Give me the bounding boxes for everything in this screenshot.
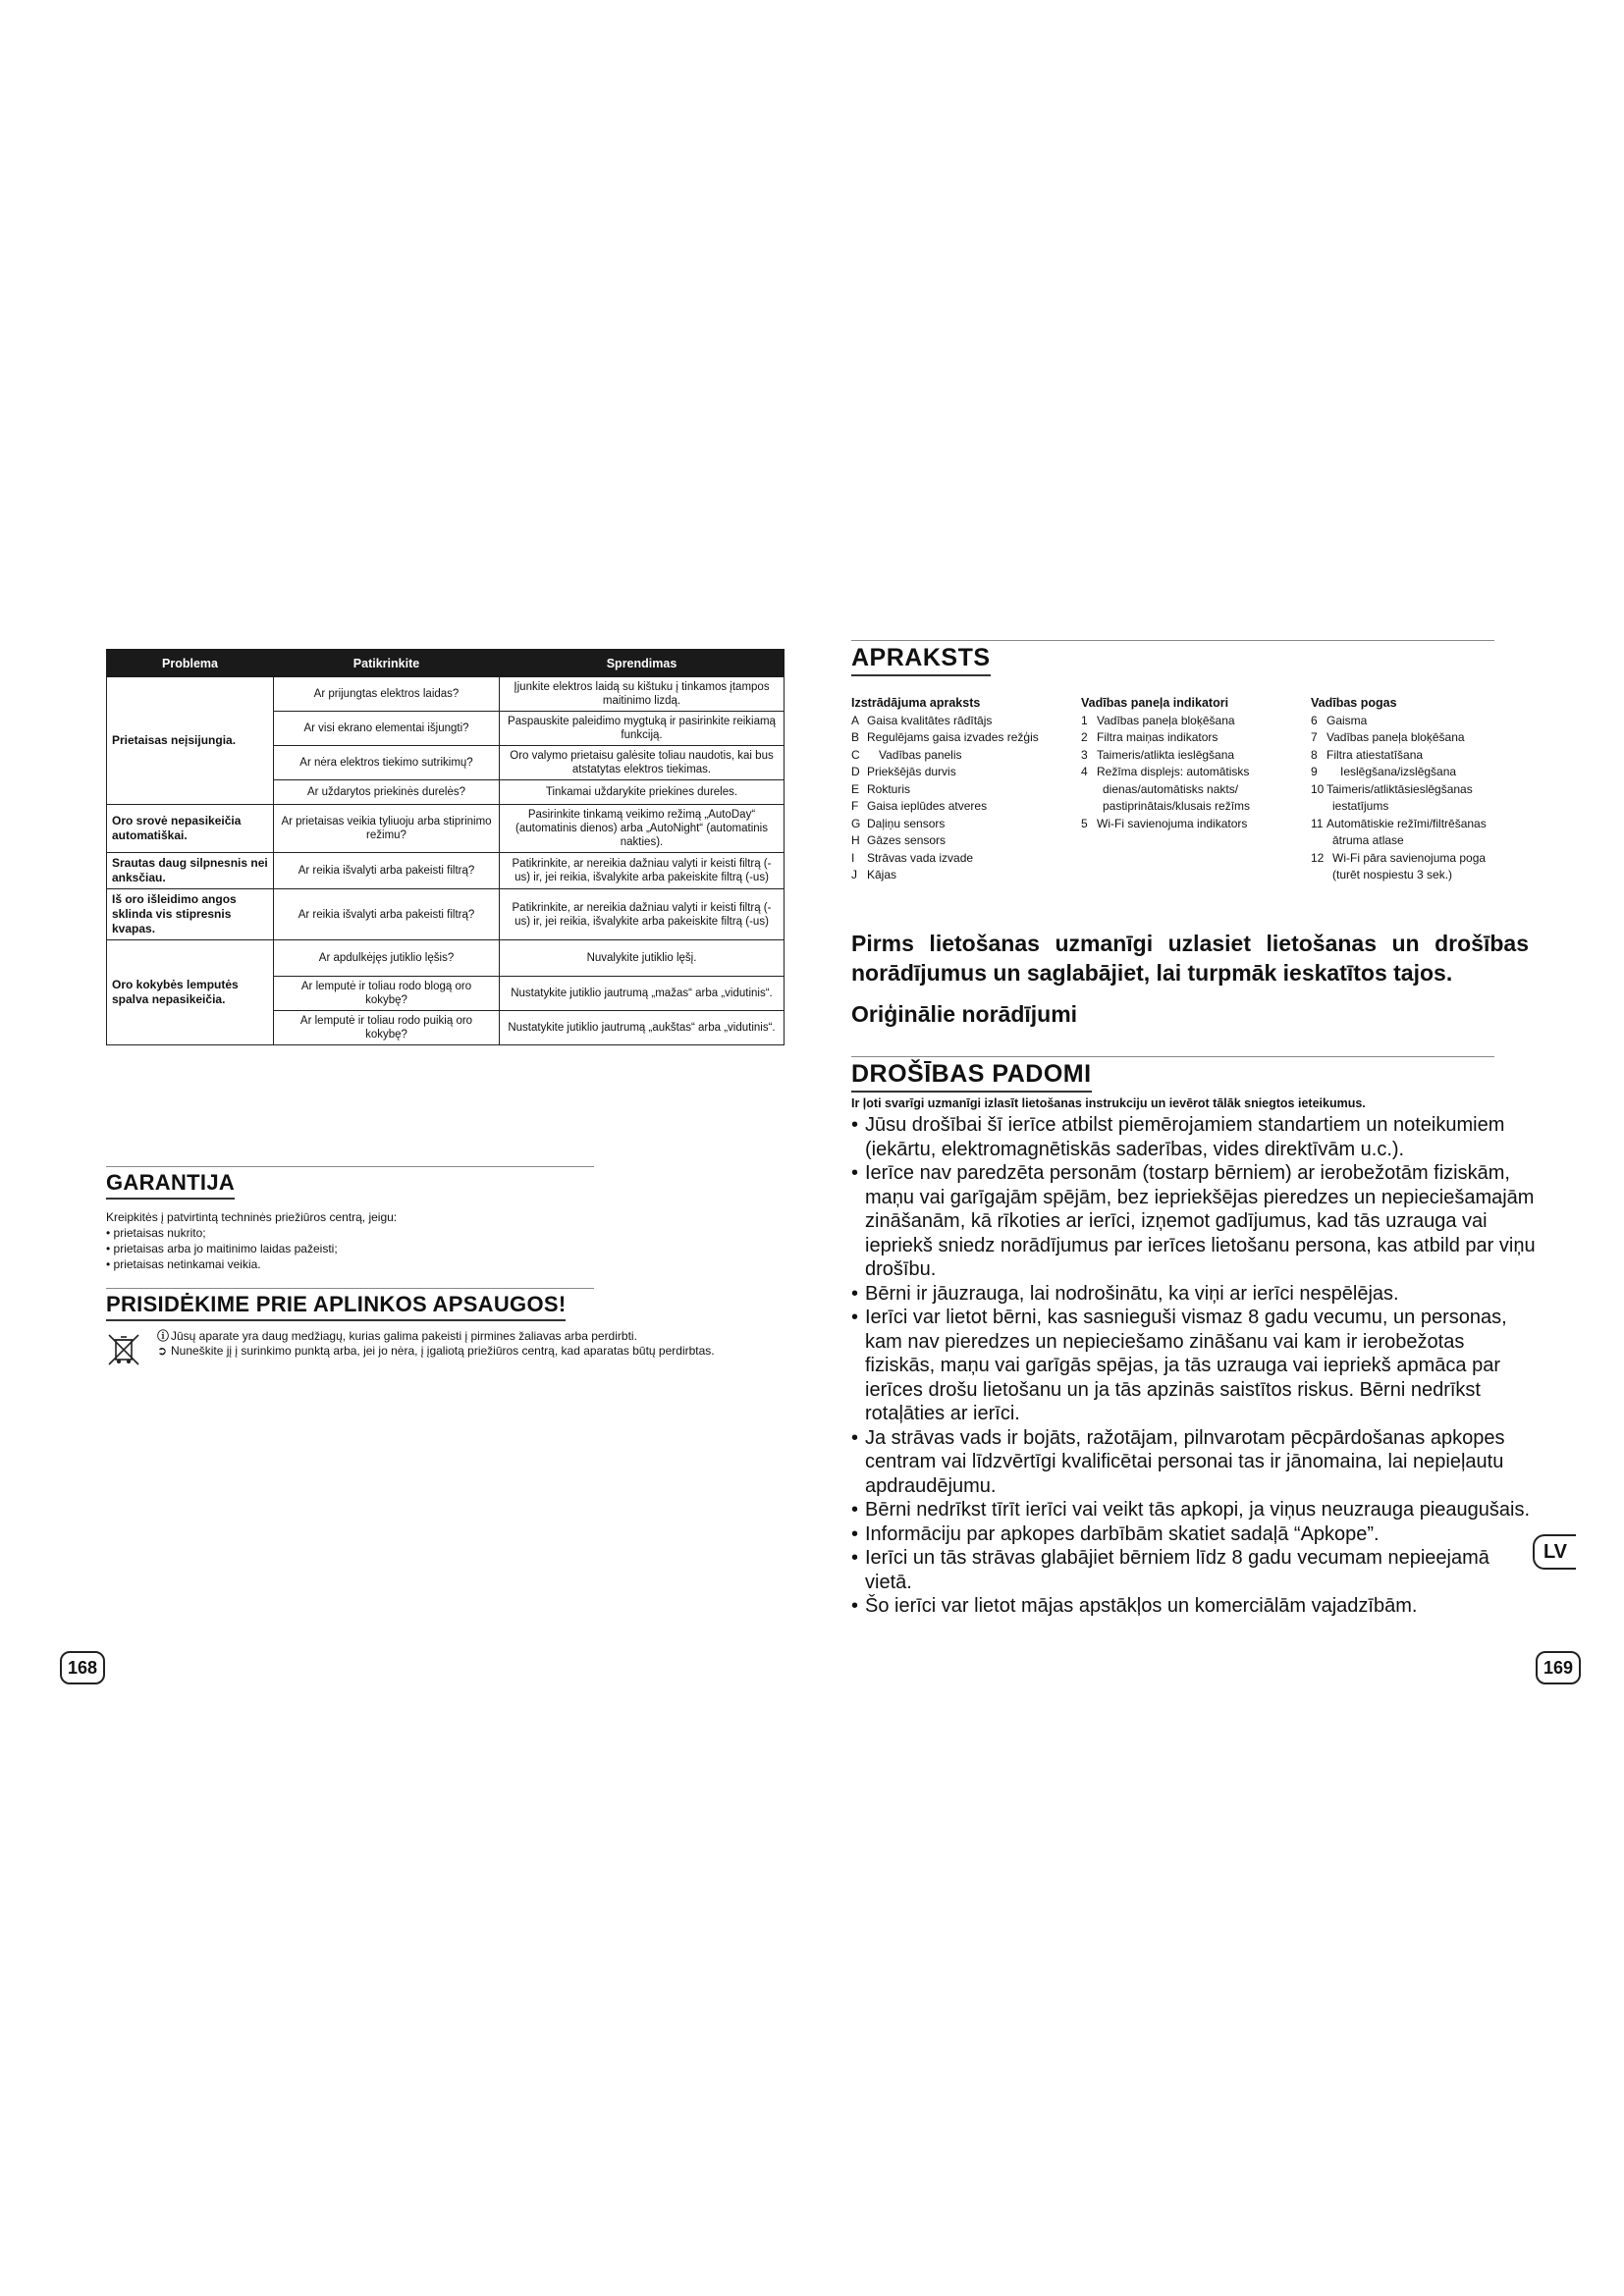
- safety-title: DROŠĪBAS PADOMI: [851, 1060, 1092, 1093]
- list-item: • prietaisas netinkamai veikia.: [106, 1256, 397, 1272]
- safety-lead: Ir ļoti svarīgi uzmanīgi izlasīt lietošanas instrukciju un ievērot tālāk sniegtos ieteikumus.: [851, 1096, 1366, 1110]
- check-cell: Ar prijungtas elektros laidas?: [274, 677, 500, 712]
- description-title: APRAKSTS: [851, 644, 991, 676]
- list-item: 5 Wi-Fi savienojuma indikators: [1081, 816, 1248, 830]
- problem-cell: Oro srovė nepasikeičia automatiškai.: [107, 805, 274, 853]
- list-item: 9 Ieslēgšana/izslēgšana: [1311, 765, 1457, 778]
- list-item: J Kājas: [851, 868, 897, 881]
- crossed-bin-icon: [106, 1332, 141, 1367]
- section-divider: [106, 1288, 594, 1289]
- column-heading: Vadības paneļa indikatori: [1081, 696, 1229, 710]
- list-item: 4 Režīma displejs: automātisks: [1081, 765, 1250, 778]
- list-item: F Gaisa ieplūdes atveres: [851, 799, 988, 813]
- list-item: • Bērni nedrīkst tīrīt ierīci vai veikt tās apkopi, ja viņus neuzrauga pieaugušais.: [851, 1498, 1539, 1522]
- safety-list: [851, 1113, 1539, 1619]
- list-item-continuation: iestatījums: [1332, 799, 1389, 813]
- environment-title: PRISIDĖKIME PRIE APLINKOS APSAUGOS!: [106, 1292, 566, 1321]
- list-item: 1 Vadības paneļa bloķēšana: [1081, 713, 1235, 727]
- warranty-body: [106, 1209, 397, 1272]
- list-item: 8 Filtra atiestatīšana: [1311, 747, 1424, 762]
- panel-indicators-column: [1081, 695, 1302, 832]
- table-row: [107, 853, 785, 889]
- list-item: E Rokturis: [851, 781, 911, 796]
- list-item: A Gaisa kvalitātes rādītājs: [851, 713, 993, 727]
- list-item: • prietaisas arba jo maitinimo laidas pažeisti;: [106, 1241, 397, 1256]
- check-cell: Ar nėra elektros tiekimo sutrikimų?: [274, 746, 500, 780]
- table-row: [107, 940, 785, 977]
- column-header: Sprendimas: [500, 650, 785, 677]
- warranty-list: [106, 1225, 397, 1272]
- problem-cell: Prietaisas neįsijungia.: [107, 677, 274, 805]
- list-item: 3 Taimeris/atlikta ieslēgšana: [1081, 747, 1235, 762]
- solution-cell: Nuvalykite jutiklio lęšį.: [500, 940, 785, 977]
- solution-cell: Įjunkite elektros laidą su kištuku į tinkamos įtampos maitinimo lizdą.: [500, 677, 785, 712]
- list-item: • Šo ierīci var lietot mājas apstākļos un komerciālām vajadzībām.: [851, 1594, 1539, 1619]
- list-item: 11 Automātiskie režīmi/filtrēšanas: [1311, 816, 1487, 830]
- list-item: 6 Gaisma: [1311, 713, 1368, 727]
- list-item: • prietaisas nukrito;: [106, 1225, 397, 1241]
- section-divider: [851, 640, 1494, 641]
- language-tab: LV: [1533, 1534, 1576, 1570]
- list-item: I Strāvas vada izvade: [851, 850, 974, 865]
- solution-cell: Pasirinkite tinkamą veikimo režimą „AutoDay“ (automatinis dienos) arba „AutoNight“ (automatinis nakties).: [500, 805, 785, 853]
- list-item-continuation: (turēt nospiestu 3 sek.): [1332, 868, 1453, 881]
- environment-line: ➲ Nuneškite jį į surinkimo punktą arba, jei jo nėra, į įgaliotą priežiūros centrą, kad aparatas būtų perdirbtas.: [157, 1344, 715, 1358]
- arrow-icon: ➲: [157, 1344, 168, 1358]
- list-item-continuation: ātruma atlase: [1332, 833, 1404, 847]
- control-buttons-column: [1311, 695, 1527, 884]
- column-header: Problema: [107, 650, 274, 677]
- product-description-column: [851, 695, 1072, 884]
- table-row: [107, 805, 785, 853]
- problem-cell: Oro kokybės lemputės spalva nepasikeičia.: [107, 940, 274, 1045]
- solution-cell: Tinkamai uždarykite priekines dureles.: [500, 780, 785, 805]
- table-row: [107, 889, 785, 940]
- environment-text: [157, 1329, 785, 1359]
- check-cell: Ar lemputė ir toliau rodo blogą oro kokybę?: [274, 977, 500, 1011]
- column-heading: Izstrādājuma apraksts: [851, 696, 981, 710]
- list-item: 7 Vadības paneļa bloķēšana: [1311, 730, 1465, 744]
- list-item: H Gāzes sensors: [851, 833, 947, 847]
- column-header: Patikrinkite: [274, 650, 500, 677]
- list-item: • Ierīci un tās strāvas glabājiet bērniem līdz 8 gadu vecumam nepieejamā vietā.: [851, 1546, 1539, 1594]
- solution-cell: Paspauskite paleidimo mygtuką ir pasirinkite reikiamą funkciją.: [500, 712, 785, 746]
- list-item: 2 Filtra maiņas indikators: [1081, 730, 1218, 744]
- list-item: • Bērni ir jāuzrauga, lai nodrošinātu, ka viņi ar ierīci nespēlējas.: [851, 1282, 1539, 1307]
- warranty-intro: Kreipkitės į patvirtintą techninės priežiūros centrą, jeigu:: [106, 1210, 398, 1224]
- table-row: [107, 677, 785, 712]
- troubleshooting-table: [106, 649, 785, 1045]
- list-item: • Informāciju par apkopes darbībām skatiet sadaļā “Apkope”.: [851, 1522, 1539, 1547]
- list-item: B Regulējams gaisa izvades režģis: [851, 730, 1039, 744]
- table-header-row: [107, 650, 785, 677]
- list-item: D Priekšējās durvis: [851, 765, 956, 778]
- section-divider: [106, 1166, 594, 1167]
- problem-cell: Iš oro išleidimo angos sklinda vis stipresnis kvapas.: [107, 889, 274, 940]
- environment-line: ⓘ Jūsų aparate yra daug medžiagų, kurias galima pakeisti į pirmines žaliavas arba perdirbti.: [157, 1329, 637, 1343]
- list-item: 12 Wi-Fi pāra savienojuma poga: [1311, 850, 1487, 865]
- list-item: 10 Taimeris/atliktāsieslēgšanas: [1311, 781, 1473, 796]
- page-number-left: 168: [60, 1651, 105, 1684]
- original-instructions-label: Oriģinālie norādījumi: [851, 1001, 1078, 1027]
- list-item: C Vadības panelis: [851, 747, 962, 762]
- check-cell: Ar reikia išvalyti arba pakeisti filtrą?: [274, 889, 500, 940]
- solution-cell: Patikrinkite, ar nereikia dažniau valyti ir keisti filtrą (-us) ir, jei reikia, išvalykite arba pakeiskite filtrą (-us): [500, 853, 785, 889]
- column-heading: Vadības pogas: [1311, 696, 1397, 710]
- info-icon: ⓘ: [157, 1329, 170, 1343]
- list-item: • Ierīce nav paredzēta personām (tostarp bērniem) ar ierobežotām fiziskām, maņu vai garīgajām spējām, bez iepriekšējas pieredzes un nepieciešamajām zināšanām, kā rīkoties ar ierīci, izņemot gadījumus, kad tās uzrauga vai iepriekš sniedz norādījumus par ierīces lietošanu persona, kas atbild par viņu drošību.: [851, 1161, 1539, 1282]
- page-number-right: 169: [1536, 1651, 1581, 1684]
- list-item-continuation: dienas/automātisks nakts/ pastiprinātais/klusais režīms: [1103, 781, 1251, 813]
- solution-cell: Nustatykite jutiklio jautrumą „mažas“ arba „vidutinis“.: [500, 977, 785, 1011]
- safety-warning: Pirms lietošanas uzmanīgi uzlasiet lietošanas un drošības norādījumus un saglabājiet, lai turpmāk ieskatītos tajos.: [851, 931, 1529, 986]
- check-cell: Ar apdulkėjęs jutiklio lęšis?: [274, 940, 500, 977]
- check-cell: Ar visi ekrano elementai išjungti?: [274, 712, 500, 746]
- check-cell: Ar uždarytos priekinės durelės?: [274, 780, 500, 805]
- section-divider: [851, 1056, 1494, 1057]
- list-item: • Jūsu drošībai šī ierīce atbilst piemērojamiem standartiem un noteikumiem (iekārtu, elektromagnētiskās saderības, vides direktīvām u.c.).: [851, 1113, 1539, 1161]
- warranty-title: GARANTIJA: [106, 1170, 235, 1200]
- solution-cell: Nustatykite jutiklio jautrumą „aukštas“ arba „vidutinis“.: [500, 1011, 785, 1045]
- check-cell: Ar reikia išvalyti arba pakeisti filtrą?: [274, 853, 500, 889]
- list-item: • Ierīci var lietot bērni, kas sasnieguši vismaz 8 gadu vecumu, un personas, kam nav pieredzes un nepieciešamo zināšanu vai kam ir ierobežotas fiziskās, maņu vai garīgās spējas, ja tās uzrauga vai iepriekš apmāca par ierīces drošu lietošanu un ja tās apzinās saistītos riskus. Bērni nedrīkst rotaļāties ar ierīci.: [851, 1306, 1539, 1426]
- list-item: G Daļiņu sensors: [851, 816, 946, 830]
- problem-cell: Srautas daug silpnesnis nei anksčiau.: [107, 853, 274, 889]
- check-cell: Ar prietaisas veikia tyliuoju arba stiprinimo režimu?: [274, 805, 500, 853]
- list-item: • Ja strāvas vads ir bojāts, ražotājam, pilnvarotam pēcpārdošanas apkopes centram vai līdzvērtīgi kvalificētai personai tas ir jānomaina, lai nepieļautu apdraudējumu.: [851, 1426, 1539, 1499]
- solution-cell: Oro valymo prietaisu galėsite toliau naudotis, kai bus atstatytas elektros tiekimas.: [500, 746, 785, 780]
- check-cell: Ar lemputė ir toliau rodo puikią oro kokybę?: [274, 1011, 500, 1045]
- solution-cell: Patikrinkite, ar nereikia dažniau valyti ir keisti filtrą (-us) ir, jei reikia, išvalykite arba pakeiskite filtrą (-us): [500, 889, 785, 940]
